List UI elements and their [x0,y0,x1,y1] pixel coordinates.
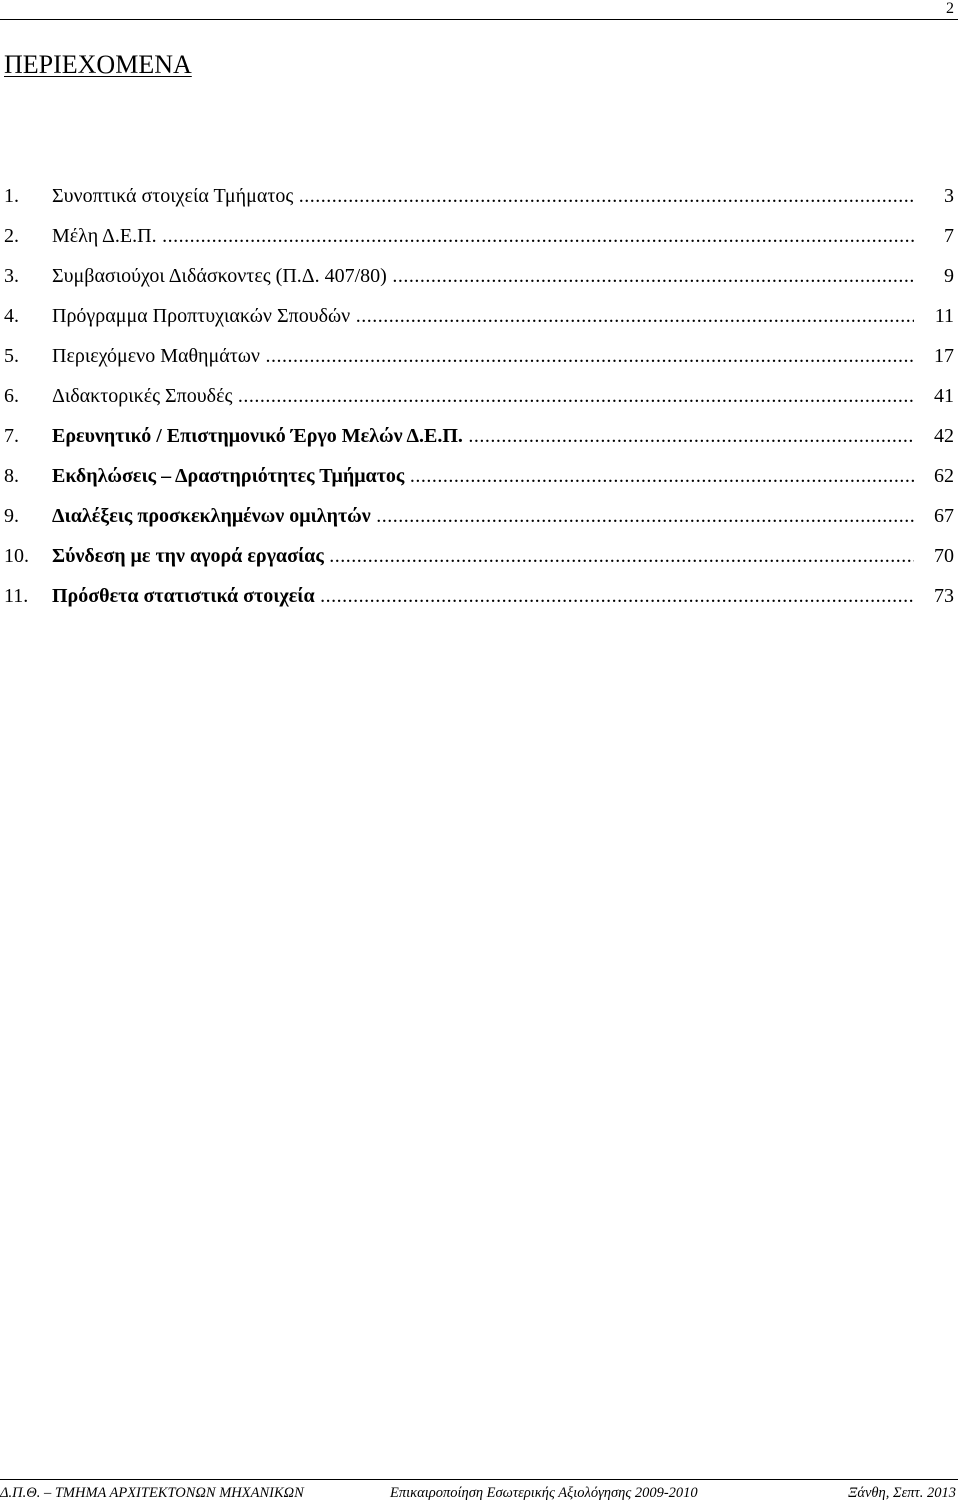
toc-entry-leader [52,380,914,412]
toc-entry-number: 4. [4,305,19,327]
toc-entry-page: 41 [934,385,954,407]
toc-entry-page: 7 [944,225,954,247]
toc-entry-label[interactable]: Διαλέξεις προσκεκλημένων ομιλητών [52,505,371,527]
toc-entry-3[interactable] [0,260,960,300]
toc-entry-8[interactable] [0,460,960,500]
page-number: 2 [946,0,954,17]
footer-rule [0,1479,958,1480]
toc-title: ΠΕΡΙΕΧΟΜΕΝΑ [4,50,192,79]
header-rule [0,19,958,20]
toc-entry-leader [52,500,914,532]
toc-entry-10[interactable] [0,540,960,580]
toc-entry-leader [52,340,914,372]
toc-entry-leader [52,180,914,212]
toc-entry-page: 11 [934,305,954,327]
toc-entry-number: 3. [4,265,19,287]
toc-entry-leader [52,300,914,332]
toc-entry-number: 9. [4,505,19,527]
toc-entry-page: 67 [934,505,954,527]
toc-entry-2[interactable] [0,220,960,260]
toc-entry-number: 2. [4,225,19,247]
toc-entry-label[interactable]: Διδακτορικές Σπουδές [52,385,233,407]
toc-entry-leader [52,420,914,452]
toc-entry-leader [52,260,914,292]
toc-entry-label[interactable]: Συνοπτικά στοιχεία Τμήματος [52,185,294,207]
toc-entry-number: 1. [4,185,19,207]
toc-entry-number: 11. [4,585,29,607]
toc-entry-number: 6. [4,385,19,407]
toc-entry-label[interactable]: Περιεχόμενο Μαθημάτων [52,345,260,367]
toc-entry-leader [52,460,914,492]
toc-entry-label[interactable]: Ερευνητικό / Επιστημονικό Έργο Μελών Δ.Ε.Π. [52,425,463,447]
footer-institution: Δ.Π.Θ. – ΤΜΗΜΑ ΑΡΧΙΤΕΚΤΟΝΩΝ ΜΗΧΑΝΙΚΩΝ [0,1485,304,1501]
toc-entry-number: 7. [4,425,19,447]
toc-entry-page: 3 [944,185,954,207]
toc-entry-page: 62 [934,465,954,487]
toc-entry-leader [52,540,914,572]
toc-entry-5[interactable] [0,340,960,380]
toc-entry-label[interactable]: Μέλη Δ.Ε.Π. [52,225,157,247]
footer-document-title: Επικαιροποίηση Εσωτερικής Αξιολόγησης 2009-2010 [390,1485,698,1501]
toc-entry-label[interactable]: Πρόσθετα στατιστικά στοιχεία [52,585,315,607]
toc-entry-6[interactable] [0,380,960,420]
toc-entry-label[interactable]: Εκδηλώσεις – Δραστηριότητες Τμήματος [52,465,405,487]
toc-entry-number: 5. [4,345,19,367]
toc-entry-label[interactable]: Πρόγραμμα Προπτυχιακών Σπουδών [52,305,351,327]
toc-entry-label[interactable]: Συμβασιούχοι Διδάσκοντες (Π.Δ. 407/80) [52,265,387,287]
toc-entry-11[interactable] [0,580,960,620]
footer-place-date: Ξάνθη, Σεπτ. 2013 [848,1485,956,1501]
toc-entry-7[interactable] [0,420,960,460]
toc-entry-leader [52,580,914,612]
toc-entry-label[interactable]: Σύνδεση με την αγορά εργασίας [52,545,324,567]
toc-entry-page: 73 [934,585,954,607]
page-footer [0,1484,960,1504]
toc-entry-leader [52,220,914,252]
toc-entry-4[interactable] [0,300,960,340]
table-of-contents [0,180,960,620]
toc-entry-page: 17 [934,345,954,367]
toc-entry-number: 8. [4,465,19,487]
toc-entry-page: 70 [934,545,954,567]
toc-entry-number: 10. [4,545,29,567]
toc-entry-page: 9 [944,265,954,287]
toc-entry-9[interactable] [0,500,960,540]
toc-entry-1[interactable] [0,180,960,220]
toc-entry-page: 42 [934,425,954,447]
